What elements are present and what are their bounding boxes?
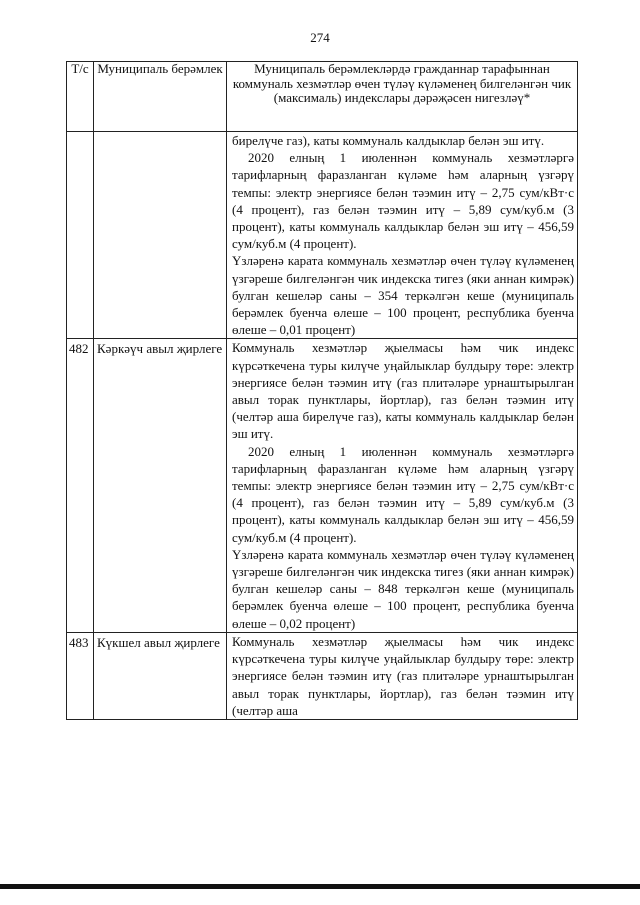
page-number: 274 [310,30,330,45]
table-row [67,339,578,632]
header-justification: Муниципаль берәмлекләрдә гражданнар тарафыннан коммуналь хезмәтләр өчен түләү күләменең билгеләнгән чик (максималь) индекслары дәрәҗәсен нигезләү* [227,62,578,132]
header-municipality: Муниципаль берәмлек [94,62,227,132]
header-number: Т/с [67,62,94,132]
paragraph: Коммуналь хезмәтләр җыелмасы һәм чик индекс күрсәткечена туры килүче уңайлыклар булдыру төре: электр энергиясе белән тәэмин итү (газ плитәләре урнаштырылган авыл торак пунктлары, йортлар), газ белән тәэмин итү (челтәр аша бирелүче газ), каты коммуналь калдыклар белән эш итү. [232,340,574,442]
paragraph: Коммуналь хезмәтләр җыелмасы һәм чик индекс күрсәткечена туры килүче уңайлыклар булдыру төре: электр энергиясе белән тәэмин итү (газ плитәләре урнаштырылган авыл торак пунктлары, йортлар), газ белән тәэмин итү (челтәр аша [232,633,574,718]
table-row [67,132,578,339]
row-municipality [94,132,227,339]
row-number: 482 [67,339,94,632]
row-justification [227,339,578,632]
paragraph: Үзләренә карата коммуналь хезмәтләр өчен түләү күләменең үзгәреше билгеләнгән чик индекска тигез (яки аннан кимрәк) булган кешеләр саны – 848 теркәлгән кеше (муниципаль берәмлек буенча өлеше – 100 процент, республика буенча өлеше – 0,02 процент) [232,546,574,631]
row-municipality: Кәркәүч авыл җирлеге [94,339,227,632]
paragraph: 2020 елның 1 июленнән коммуналь хезмәтләргә тарифларның фаразланган күләме һәм аларның үзгәрү темпы: электр энергиясе белән тәэмин итү – 2,75 сум/кВт·с (4 процент), газ белән тәэмин итү – 5,89 сум/куб.м (3 процент), каты коммуналь калдыклар белән эш итү – 456,59 сум/куб.м (4 процент). [232,443,574,545]
tariff-index-table [66,61,578,720]
paragraph: Үзләренә карата коммуналь хезмәтләр өчен түләү күләменең үзгәреше билгеләнгән чик индекска тигез (яки аннан кимрәк) булган кешеләр саны – 354 теркәлгән кеше (муниципаль берәмлек буенча өлеше – 100 процент, республика буенча өлеше – 0,01 процент) [232,253,574,338]
row-number [67,132,94,339]
row-number: 483 [67,632,94,719]
table-header-row [67,62,578,132]
paragraph: бирелүче газ), каты коммуналь калдыклар белән эш итү. [232,133,545,148]
paragraph: 2020 елның 1 июленнән коммуналь хезмәтләргә тарифларның фаразланган күләме һәм аларның үзгәрү темпы: электр энергиясе белән тәэмин итү – 2,75 сум/кВт·с (4 процент), газ белән тәэмин итү – 5,89 сум/куб.м (3 процент), каты коммуналь калдыклар белән эш итү – 456,59 сум/куб.м (4 процент). [232,150,574,252]
row-justification [227,132,578,339]
row-justification [227,632,578,719]
row-municipality: Күкшел авыл җирлеге [94,632,227,719]
table-row [67,632,578,719]
scan-edge-bar [0,884,640,889]
